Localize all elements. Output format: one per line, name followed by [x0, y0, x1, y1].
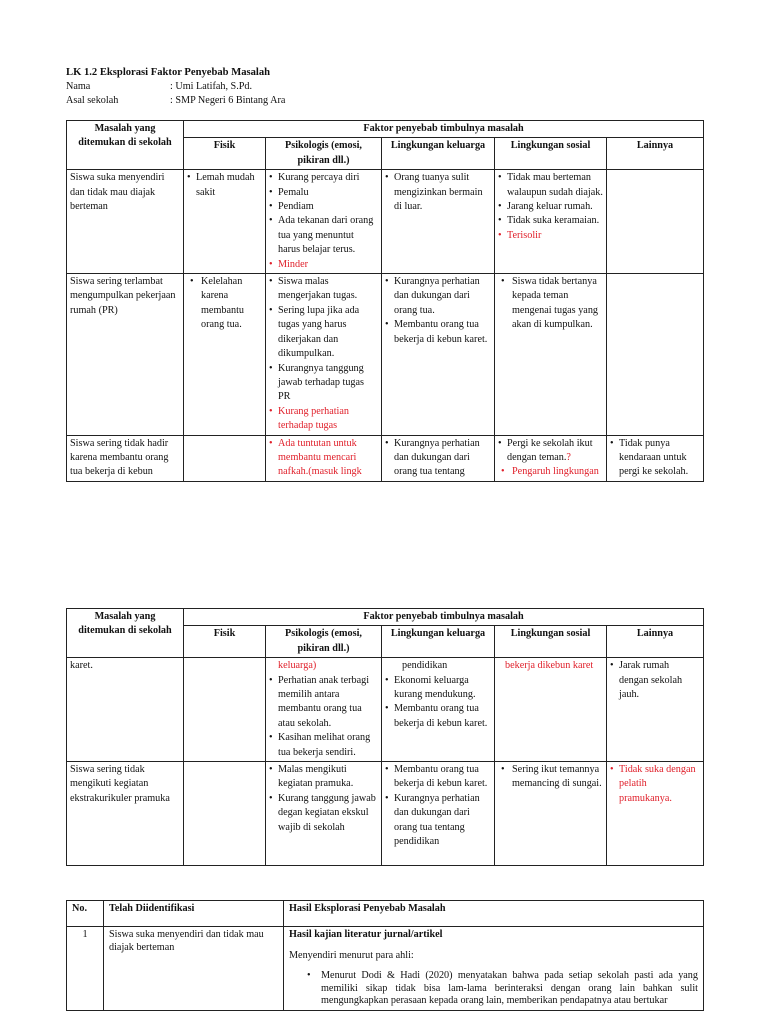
- header-psikologis: Psikologis (emosi, pikiran dll.): [266, 138, 382, 170]
- result-table: [66, 900, 704, 1011]
- list-item: • Kurangnya perhatian dan dukungan dari orang tua tentang pendidikan: [385, 792, 491, 850]
- header-sosial: Lingkungan sosial: [495, 138, 607, 170]
- result-bullet: • Menurut Dodi & Hadi (2020) menyatakan bahwa pada setiap sekolah pasti ada yang memiliki sikap tidak bisa lam-lama berinteraksi dengan orang lain bahkan sulit mengungkapkan perasaan kepada orang lain, memberikan pendapatnya atau bertukar: [289, 970, 698, 1008]
- lainnya-cell: [607, 274, 704, 435]
- list-item: • Membantu orang tua bekerja di kebun karet.: [385, 763, 491, 792]
- header-identified: Telah Diidentifikasi: [104, 901, 284, 927]
- document-header: [66, 66, 285, 108]
- list-item: • Kelelahan karena membantu orang tua.: [187, 275, 262, 333]
- list-item: • Kurang tanggung jawab degan kegiatan ekskul wajib di sekolah: [269, 792, 378, 835]
- list-item: • Kurangnya perhatian dan dukungan dari orang tua tentang: [385, 437, 491, 480]
- keluarga-cell: [382, 435, 495, 481]
- table-row: [67, 762, 704, 866]
- problem-cell: Siswa sering tidak hadir karena membantu orang tua bekerja di kebun: [67, 435, 184, 481]
- list-item: • Sering lupa jika ada tugas yang harus dikerjakan dan dikumpulkan.: [269, 304, 378, 362]
- fisik-cell: [184, 274, 266, 435]
- header-no: No.: [67, 901, 104, 927]
- problem-cell: Siswa sering tidak mengikuti kegiatan ekstrakurikuler pramuka: [67, 762, 184, 866]
- problem-cell: Siswa sering terlambat mengumpulkan pekerjaan rumah (PR): [67, 274, 184, 435]
- list-item: • Tidak suka dengan pelatih pramukanya.: [610, 763, 700, 806]
- list-item: • Ada tekanan dari orang tua yang menuntut harus belajar terus.: [269, 214, 378, 257]
- list-item: • Malas mengikuti kegiatan pramuka.: [269, 763, 378, 792]
- header-keluarga: Lingkungan keluarga: [382, 626, 495, 658]
- list-item: • Kurang percaya diri: [269, 171, 378, 185]
- psikologis-cell: [266, 274, 382, 435]
- psikologis-cell: [266, 170, 382, 274]
- table-row: [67, 274, 704, 435]
- list-item: • Membantu orang tua bekerja di kebun karet.: [385, 702, 491, 731]
- field-value: : SMP Negeri 6 Bintang Ara: [170, 95, 286, 106]
- header-result: Hasil Eksplorasi Penyebab Masalah: [284, 901, 704, 927]
- header-problem: Masalah yang ditemukan di sekolah: [67, 121, 184, 170]
- psikologis-cell: [266, 435, 382, 481]
- list-item: • Pendiam: [269, 200, 378, 214]
- header-fisik: Fisik: [184, 626, 266, 658]
- continued-text: bekerja dikebun karet: [505, 660, 594, 672]
- psikologis-cell: [266, 658, 382, 762]
- row-number: 1: [67, 927, 104, 1011]
- fisik-cell: [184, 170, 266, 274]
- field-value: : Umi Latifah, S.Pd.: [170, 81, 253, 92]
- list-item: • Kurangnya tanggung jawab terhadap tugas PR: [269, 362, 378, 405]
- sosial-cell: [495, 658, 607, 762]
- table-row: [67, 170, 704, 274]
- factor-table-page2: [66, 608, 704, 866]
- list-item: • Orang tuanya sulit mengizinkan bermain di luar.: [385, 171, 491, 214]
- field-label: Nama: [66, 81, 91, 92]
- list-item: • Perhatian anak terbagi memilih antara membantu orang tua atau sekolah.: [269, 674, 378, 732]
- list-item: • Tidak suka keramaian.: [498, 214, 603, 228]
- list-item: • Jarang keluar rumah.: [498, 200, 603, 214]
- list-item: • Kasihan melihat orang tua bekerja sendiri.: [269, 731, 378, 760]
- list-item: • Lemah mudah sakit: [187, 171, 262, 200]
- list-item: • Siswa tidak bertanya kepada teman mengenai tugas yang akan di kumpulkan.: [498, 275, 603, 333]
- identified-cell: Siswa suka menyendiri dan tidak mau diajak berteman: [104, 927, 284, 1011]
- list-item: • Tidak mau berteman walaupun sudah diajak.: [498, 171, 603, 200]
- header-factor-group: Faktor penyebab timbulnya masalah: [184, 609, 704, 626]
- header-sosial: Lingkungan sosial: [495, 626, 607, 658]
- header-fisik: Fisik: [184, 138, 266, 170]
- lainnya-cell: [607, 658, 704, 762]
- fisik-cell: [184, 435, 266, 481]
- result-subhead: Hasil kajian literatur jurnal/artikel: [289, 929, 443, 940]
- header-factor-group: Faktor penyebab timbulnya masalah: [184, 121, 704, 138]
- list-item: • Sering ikut temannya memancing di sungai.: [498, 763, 603, 792]
- header-psikologis: Psikologis (emosi, pikiran dll.): [266, 626, 382, 658]
- table-row: [67, 435, 704, 481]
- fisik-cell: [184, 658, 266, 762]
- header-problem: Masalah yang ditemukan di sekolah: [67, 609, 184, 658]
- lainnya-cell: [607, 435, 704, 481]
- sosial-cell: [495, 435, 607, 481]
- sosial-cell: [495, 274, 607, 435]
- field-asal-sekolah: [66, 94, 285, 108]
- list-item: • Siswa malas mengerjakan tugas.: [269, 275, 378, 304]
- factor-table-page1: [66, 120, 704, 482]
- result-cell: [284, 927, 704, 1011]
- header-keluarga: Lingkungan keluarga: [382, 138, 495, 170]
- lainnya-cell: [607, 170, 704, 274]
- question-mark: ?: [566, 451, 571, 463]
- list-item: • Terisolir: [498, 229, 603, 243]
- list-item: • Minder: [269, 258, 378, 272]
- list-item: • Pengaruh lingkungan: [498, 465, 603, 479]
- field-nama: [66, 80, 285, 94]
- problem-cell: Siswa suka menyendiri dan tidak mau diajak berteman: [67, 170, 184, 274]
- continued-text: keluarga): [278, 660, 317, 672]
- list-item: • Ekonomi keluarga kurang mendukung.: [385, 674, 491, 703]
- list-item: [498, 437, 603, 466]
- list-item: • Jarak rumah dengan sekolah jauh.: [610, 659, 700, 702]
- keluarga-cell: [382, 658, 495, 762]
- list-item: • Kurang perhatian terhadap tugas: [269, 405, 378, 434]
- header-lainnya: Lainnya: [607, 626, 704, 658]
- keluarga-cell: [382, 170, 495, 274]
- list-item: • Tidak punya kendaraan untuk pergi ke sekolah.: [610, 437, 700, 480]
- sosial-cell: [495, 170, 607, 274]
- document-title: LK 1.2 Eksplorasi Faktor Penyebab Masalah: [66, 67, 271, 78]
- list-item: • Kurangnya perhatian dan dukungan dari orang tua.: [385, 275, 491, 318]
- lainnya-cell: [607, 762, 704, 866]
- sosial-cell: [495, 762, 607, 866]
- result-intro: Menyendiri menurut para ahli:: [289, 949, 414, 961]
- list-item: • Membantu orang tua bekerja di kebun karet.: [385, 318, 491, 347]
- keluarga-cell: [382, 274, 495, 435]
- table-row: [67, 658, 704, 762]
- psikologis-cell: [266, 762, 382, 866]
- header-lainnya: Lainnya: [607, 138, 704, 170]
- list-item: • Ada tuntutan untuk membantu mencari nafkah.(masuk lingk: [269, 437, 378, 480]
- list-item: • Pemalu: [269, 186, 378, 200]
- field-label: Asal sekolah: [66, 95, 119, 106]
- continued-text: pendidikan: [402, 660, 448, 672]
- fisik-cell: [184, 762, 266, 866]
- problem-cell: karet.: [67, 658, 184, 762]
- keluarga-cell: [382, 762, 495, 866]
- table-row: [67, 927, 704, 1011]
- list-item-text: Pergi ke sekolah ikut dengan teman.: [507, 437, 593, 463]
